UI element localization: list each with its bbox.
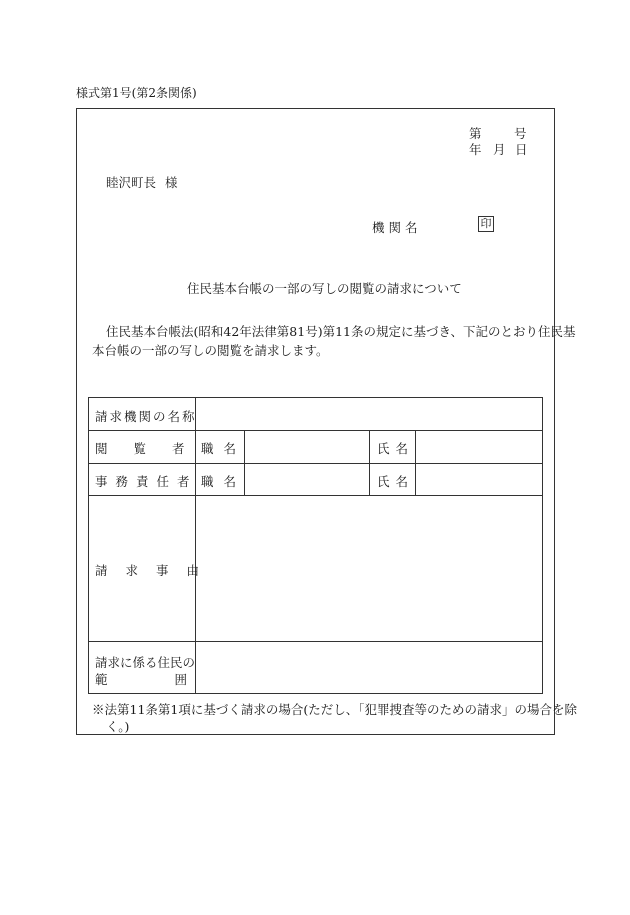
reason-value[interactable] [197, 497, 542, 639]
document-title: 住民基本台帳の一部の写しの閲覧の請求について [187, 281, 462, 296]
manager-position-value[interactable] [246, 465, 367, 493]
manager-position-label: 職名 [201, 474, 247, 489]
row-divider [89, 430, 542, 431]
date-day: 日 [515, 142, 528, 157]
scope-row-label-line-2: 範囲 [95, 672, 255, 687]
date-year: 年 [469, 142, 482, 157]
manager-name-label: 氏名 [377, 474, 415, 489]
column-divider [369, 430, 370, 495]
footnote-line-1: ※法第11条第1項に基づく請求の場合(ただし、「犯罪捜査等のための請求」の場合を除 [92, 702, 577, 717]
agency-name-value[interactable] [197, 400, 542, 428]
viewer-name-label: 氏名 [377, 441, 415, 456]
viewer-position-value[interactable] [246, 432, 367, 461]
body-text-line-1: 住民基本台帳法(昭和42年法律第81号)第11条の規定に基づき、下記のとおり住民基 [106, 324, 576, 339]
date-row [469, 140, 528, 158]
form-number-label: 様式第1号(第2条関係) [76, 86, 197, 100]
agency-name-row-label: 請求機関の名称 [95, 409, 197, 424]
manager-row-label: 事務責任者 [95, 474, 198, 489]
document-number-label: 第 [469, 126, 482, 141]
scope-row-label-line-1: 請求に係る住民の [95, 655, 196, 670]
viewer-row-label: 閲覧者 [95, 441, 211, 456]
reason-row-label: 請求事由 [95, 563, 218, 578]
viewer-position-label: 職名 [201, 441, 247, 456]
addressee-honorific: 様 [165, 175, 178, 190]
viewer-name-value[interactable] [417, 432, 542, 461]
manager-name-value[interactable] [417, 465, 542, 493]
document-number-suffix: 号 [514, 126, 527, 141]
date-month: 月 [493, 142, 506, 157]
footnote-line-2: く。) [106, 719, 130, 734]
row-divider [89, 641, 542, 642]
column-divider [415, 430, 416, 495]
body-text-line-2: 本台帳の一部の写しの閲覧を請求します。 [92, 343, 329, 358]
request-table [88, 397, 543, 694]
row-divider [89, 495, 542, 496]
row-divider [89, 463, 542, 464]
addressee: 睦沢町長 [106, 175, 157, 190]
agency-name-label: 機関名 [372, 220, 422, 235]
scope-value[interactable] [197, 643, 542, 693]
seal-mark: 印 [478, 216, 494, 232]
